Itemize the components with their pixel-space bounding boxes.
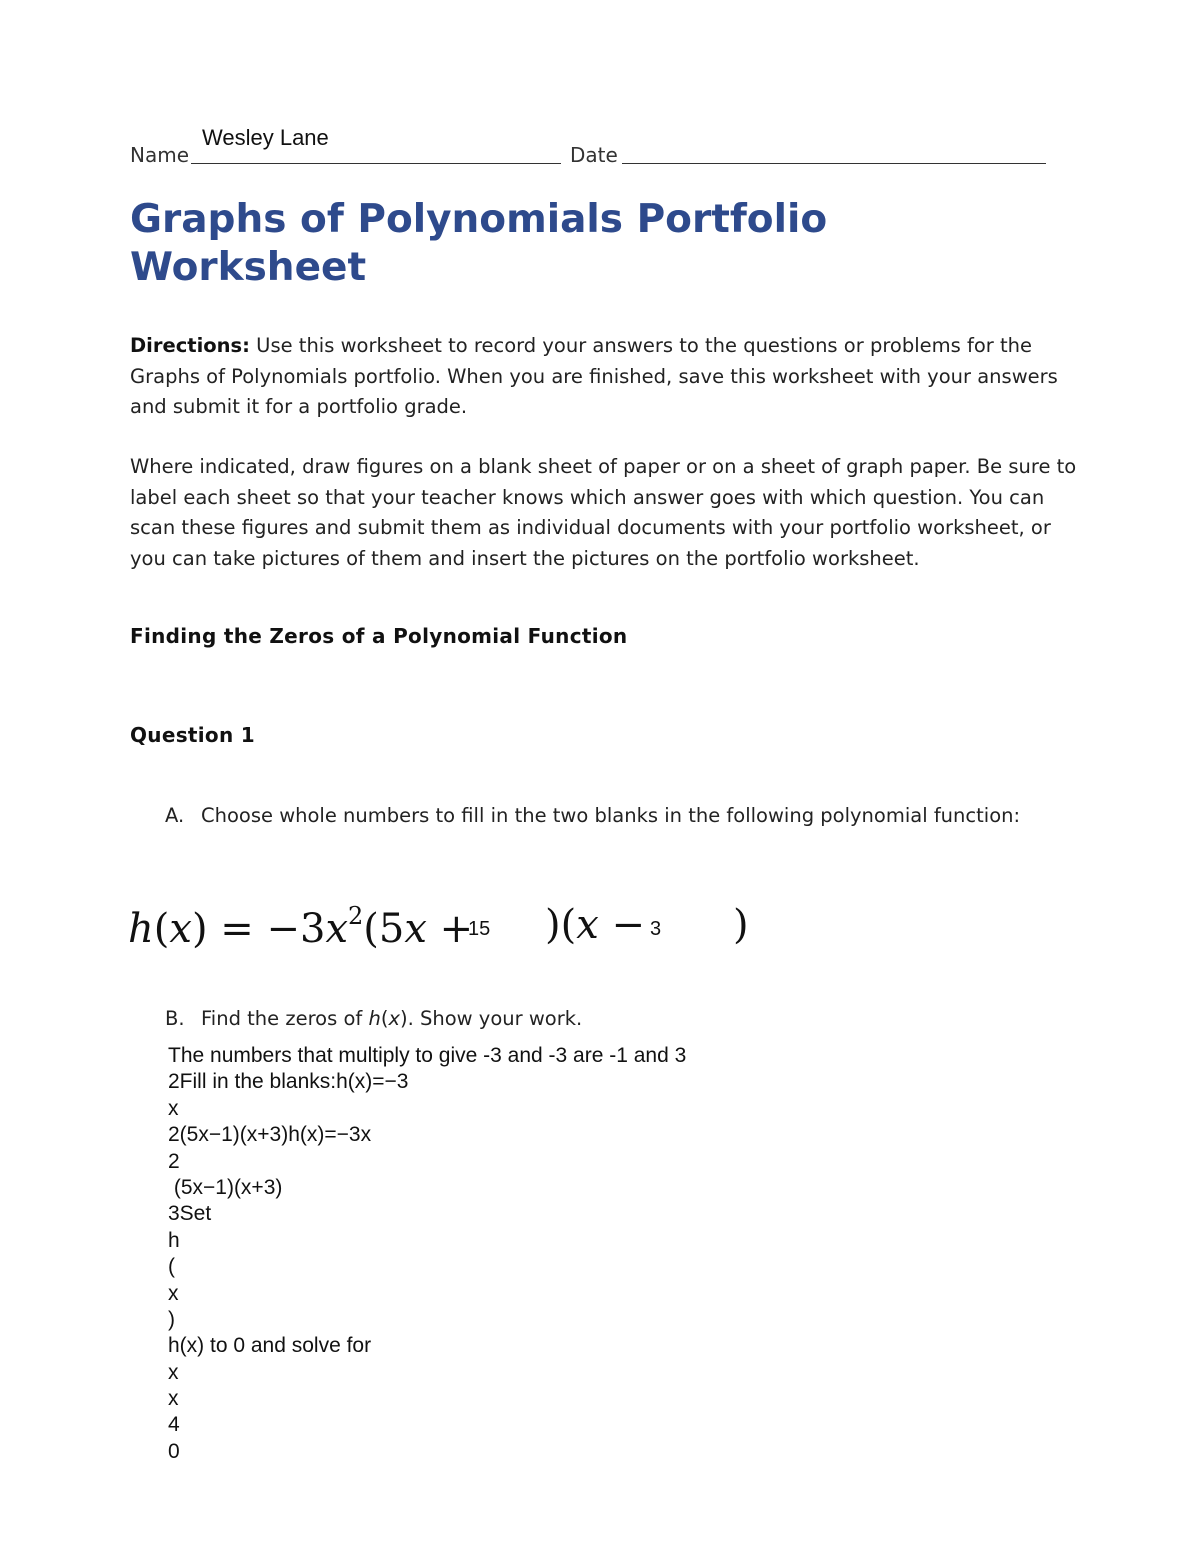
eq-x: x — [169, 906, 192, 952]
part-b-x: x — [388, 1007, 400, 1030]
part-b-prefix: Find the zeros of — [201, 1007, 369, 1030]
eq-x-factor-1: x — [404, 906, 427, 952]
blank-2-value[interactable]: 3 — [650, 918, 662, 940]
blank-1-value[interactable]: 15 — [468, 918, 491, 940]
part-b-h: h — [368, 1007, 381, 1030]
name-underline[interactable] — [191, 163, 561, 164]
eq-x-squared: x — [325, 906, 349, 952]
eq-mid: )( — [545, 902, 577, 948]
work-line: The numbers that multiply to give -3 and -3 are -1 and 3 — [168, 1044, 687, 1067]
work-line: 2Fill in the blanks:h(x)=−3 — [168, 1070, 409, 1094]
directions-label: Directions: — [130, 334, 250, 357]
student-work[interactable] — [168, 1043, 686, 1465]
work-line: h — [168, 1228, 180, 1252]
polynomial-equation — [128, 902, 473, 952]
eq-equals: ) = −3 — [191, 906, 326, 952]
part-b-marker: B. — [165, 1007, 185, 1030]
page-title-line-1: Graphs of Polynomials Portfolio — [130, 197, 828, 242]
part-b-text — [201, 1005, 582, 1032]
part-b-open: ( — [380, 1007, 389, 1030]
eq-close: ) — [733, 902, 749, 948]
directions-paragraph-2: Where indicated, draw figures on a blank sheet of paper or on a sheet of graph paper. Be sure to label each sheet so that your teacher knows which answer goes with which question. You can scan these figures and submit them as individual documents with your portfolio worksheet, or you can take pictures of them and insert the pictures on the portfolio worksheet. — [130, 455, 1077, 570]
page-title-line-2: Worksheet — [130, 245, 367, 290]
work-line: ( — [168, 1255, 175, 1279]
directions-text: Use this worksheet to record your answers to the questions or problems for the Graphs of Polynomials portfolio. When you are finished, save this worksheet with your answers and submit it for a portfolio grade. — [130, 334, 1058, 418]
work-line: 3Set — [168, 1202, 212, 1226]
part-a-text: Choose whole numbers to fill in the two blanks in the following polynomial function: — [201, 804, 1021, 827]
part-a-marker: A. — [165, 804, 185, 827]
work-line: (5x−1)(x+3) — [168, 1175, 283, 1199]
eq-open: ( — [153, 906, 170, 952]
work-line: ) — [168, 1307, 175, 1331]
date-label: Date — [570, 143, 618, 167]
eq-factor-1-open: (5 — [363, 906, 405, 952]
work-line: x — [168, 1387, 179, 1411]
date-underline[interactable] — [622, 163, 1046, 164]
eq-plus: + — [426, 906, 474, 952]
eq-h: h — [128, 906, 154, 952]
name-label: Name — [130, 143, 190, 167]
eq-x-factor-2: x — [576, 902, 599, 948]
work-line: x — [168, 1360, 179, 1384]
work-line: 2(5x−1)(x+3)h(x)=−3x — [168, 1123, 372, 1147]
part-b-suffix: ). Show your work. — [399, 1007, 583, 1030]
name-value[interactable]: Wesley Lane — [202, 125, 329, 150]
work-line: 2 — [168, 1149, 180, 1173]
work-line: 0 — [168, 1439, 180, 1463]
page-title — [130, 196, 827, 292]
polynomial-equation-2 — [545, 902, 645, 948]
work-line: x — [168, 1281, 179, 1305]
directions-paragraph — [130, 331, 1080, 423]
eq-exponent: 2 — [348, 902, 364, 930]
work-line: 4 — [168, 1413, 180, 1437]
question-1-title: Question 1 — [130, 723, 255, 747]
eq-minus: − — [598, 902, 646, 948]
work-line: x — [168, 1096, 179, 1120]
section-heading: Finding the Zeros of a Polynomial Function — [130, 624, 628, 648]
work-line: h(x) to 0 and solve for — [168, 1334, 372, 1358]
